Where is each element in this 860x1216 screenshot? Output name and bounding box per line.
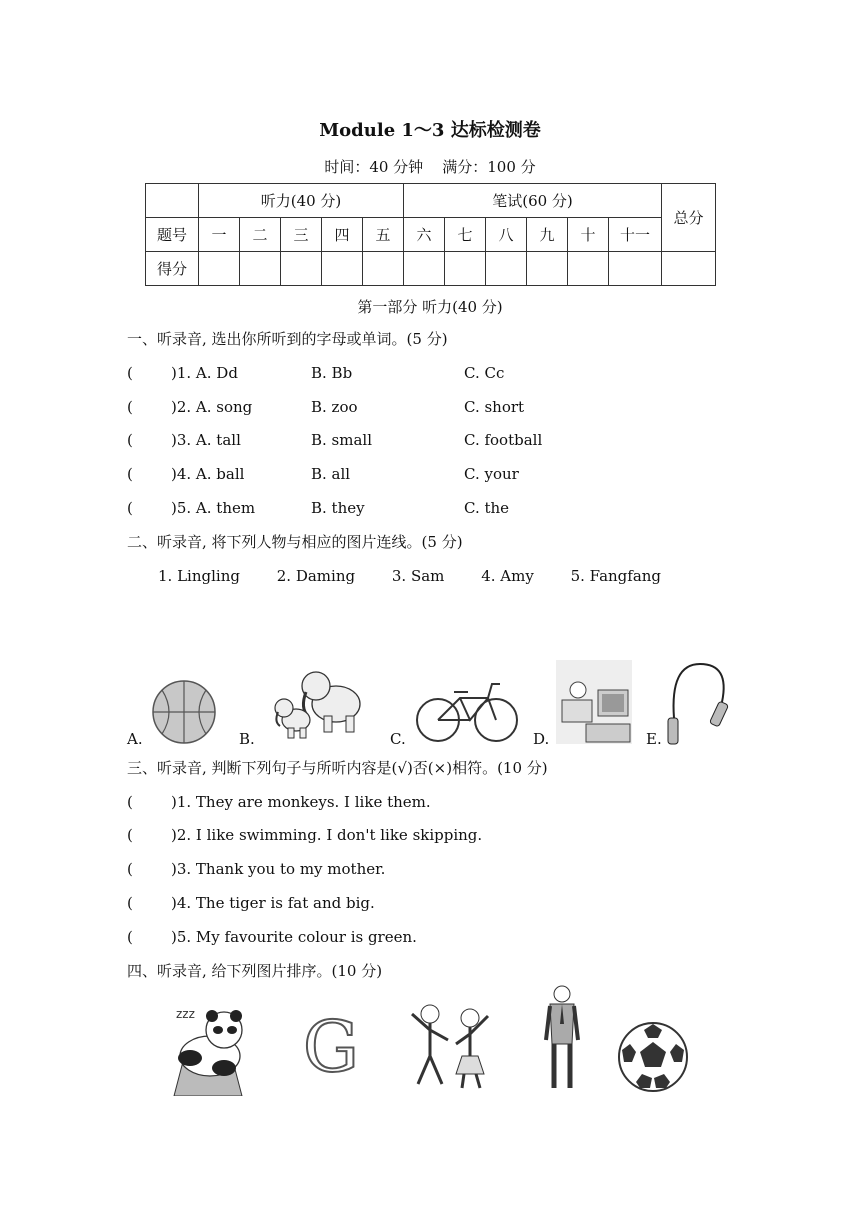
picture-letter: D. xyxy=(533,730,550,748)
boy-watching-tv-icon xyxy=(556,660,632,744)
skipping-rope-icon xyxy=(664,658,734,746)
listening-header: 听力(40 分) xyxy=(199,184,404,218)
name-label: 1. Lingling xyxy=(158,567,240,585)
list-item xyxy=(127,430,727,450)
letter-g-icon: G xyxy=(303,1006,359,1088)
section-number: 七 xyxy=(445,218,486,252)
option-b: B. they xyxy=(311,499,365,517)
score-cell[interactable] xyxy=(240,252,281,286)
section-number: 五 xyxy=(363,218,404,252)
question-option-a: ( )1. A. Dd xyxy=(127,364,238,382)
exam-time-info: 时间：40 分钟 满分：100 分 xyxy=(324,158,536,176)
option-b: B. Bb xyxy=(311,364,353,382)
score-cell[interactable] xyxy=(363,252,404,286)
section-number: 二 xyxy=(240,218,281,252)
option-c: C. the xyxy=(464,499,510,517)
section2-heading: 二、听录音, 将下列人物与相应的图片连线。(5 分) xyxy=(127,533,463,551)
list-item xyxy=(127,498,727,518)
page-title: Module 1～3 达标检测卷 xyxy=(319,120,541,141)
score-cell[interactable] xyxy=(527,252,568,286)
list-item xyxy=(127,363,727,383)
section-number: 九 xyxy=(527,218,568,252)
picture-letter: A. xyxy=(127,730,143,748)
question-option-a: ( )4. A. ball xyxy=(127,465,245,483)
question-number-label: 题号 xyxy=(146,218,199,252)
option-b: B. all xyxy=(311,465,351,483)
section-number: 十 xyxy=(568,218,609,252)
list-item xyxy=(127,464,727,484)
score-cell[interactable] xyxy=(609,252,662,286)
name-label: 3. Sam xyxy=(391,567,445,585)
list-item xyxy=(127,397,727,417)
list-item: ( )3. Thank you to my mother. xyxy=(127,860,386,878)
list-item: ( )4. The tiger is fat and big. xyxy=(127,894,375,912)
section-number: 八 xyxy=(486,218,527,252)
score-cell[interactable] xyxy=(662,252,716,286)
name-label: 4. Amy xyxy=(481,567,534,585)
list-item: ( )5. My favourite colour is green. xyxy=(127,928,417,946)
picture-letter: B. xyxy=(239,730,255,748)
writing-header: 笔试(60 分) xyxy=(404,184,662,218)
table-corner-cell xyxy=(146,184,199,218)
score-cell[interactable] xyxy=(281,252,322,286)
score-cell[interactable] xyxy=(322,252,363,286)
option-b: B. zoo xyxy=(311,398,358,416)
section-number: 一 xyxy=(199,218,240,252)
names-row xyxy=(158,566,693,586)
part-one-heading: 第一部分 听力(40 分) xyxy=(357,298,503,316)
list-item: ( )1. They are monkeys. I like them. xyxy=(127,793,431,811)
svg-text:zzz: zzz xyxy=(176,1007,195,1021)
section-number: 三 xyxy=(281,218,322,252)
bicycle-icon xyxy=(414,672,520,746)
option-c: C. football xyxy=(464,431,543,449)
question-option-a: ( )2. A. song xyxy=(127,398,253,416)
name-label: 2. Daming xyxy=(276,567,356,585)
elephants-icon xyxy=(268,664,374,744)
sleeping-panda-icon xyxy=(160,1000,256,1096)
score-cell[interactable] xyxy=(568,252,609,286)
exercising-children-icon xyxy=(404,1000,500,1092)
section-number: 四 xyxy=(322,218,363,252)
score-table xyxy=(145,183,716,286)
option-b: B. small xyxy=(311,431,373,449)
question-option-a: ( )3. A. tall xyxy=(127,431,241,449)
section-number: 六 xyxy=(404,218,445,252)
section1-heading: 一、听录音, 选出你所听到的字母或单词。(5 分) xyxy=(127,330,448,348)
basketball-icon xyxy=(150,678,218,746)
man-standing-icon xyxy=(540,984,584,1094)
total-header: 总分 xyxy=(662,184,716,252)
name-label: 5. Fangfang xyxy=(570,567,662,585)
picture-letter: C. xyxy=(390,730,406,748)
section4-heading: 四、听录音, 给下列图片排序。(10 分) xyxy=(127,962,383,980)
question-option-a: ( )5. A. them xyxy=(127,499,256,517)
picture-letter: E. xyxy=(646,730,662,748)
score-cell[interactable] xyxy=(199,252,240,286)
option-c: C. short xyxy=(464,398,525,416)
football-icon xyxy=(616,1020,690,1094)
option-c: C. your xyxy=(464,465,519,483)
list-item: ( )2. I like swimming. I don't like skipping. xyxy=(127,826,483,844)
score-cell[interactable] xyxy=(445,252,486,286)
section3-heading: 三、听录音, 判断下列句子与所听内容是(√)否(×)相符。(10 分) xyxy=(127,759,548,777)
section-number: 十一 xyxy=(609,218,662,252)
score-cell[interactable] xyxy=(486,252,527,286)
score-cell[interactable] xyxy=(404,252,445,286)
option-c: C. Cc xyxy=(464,364,505,382)
score-row-label: 得分 xyxy=(146,252,199,286)
